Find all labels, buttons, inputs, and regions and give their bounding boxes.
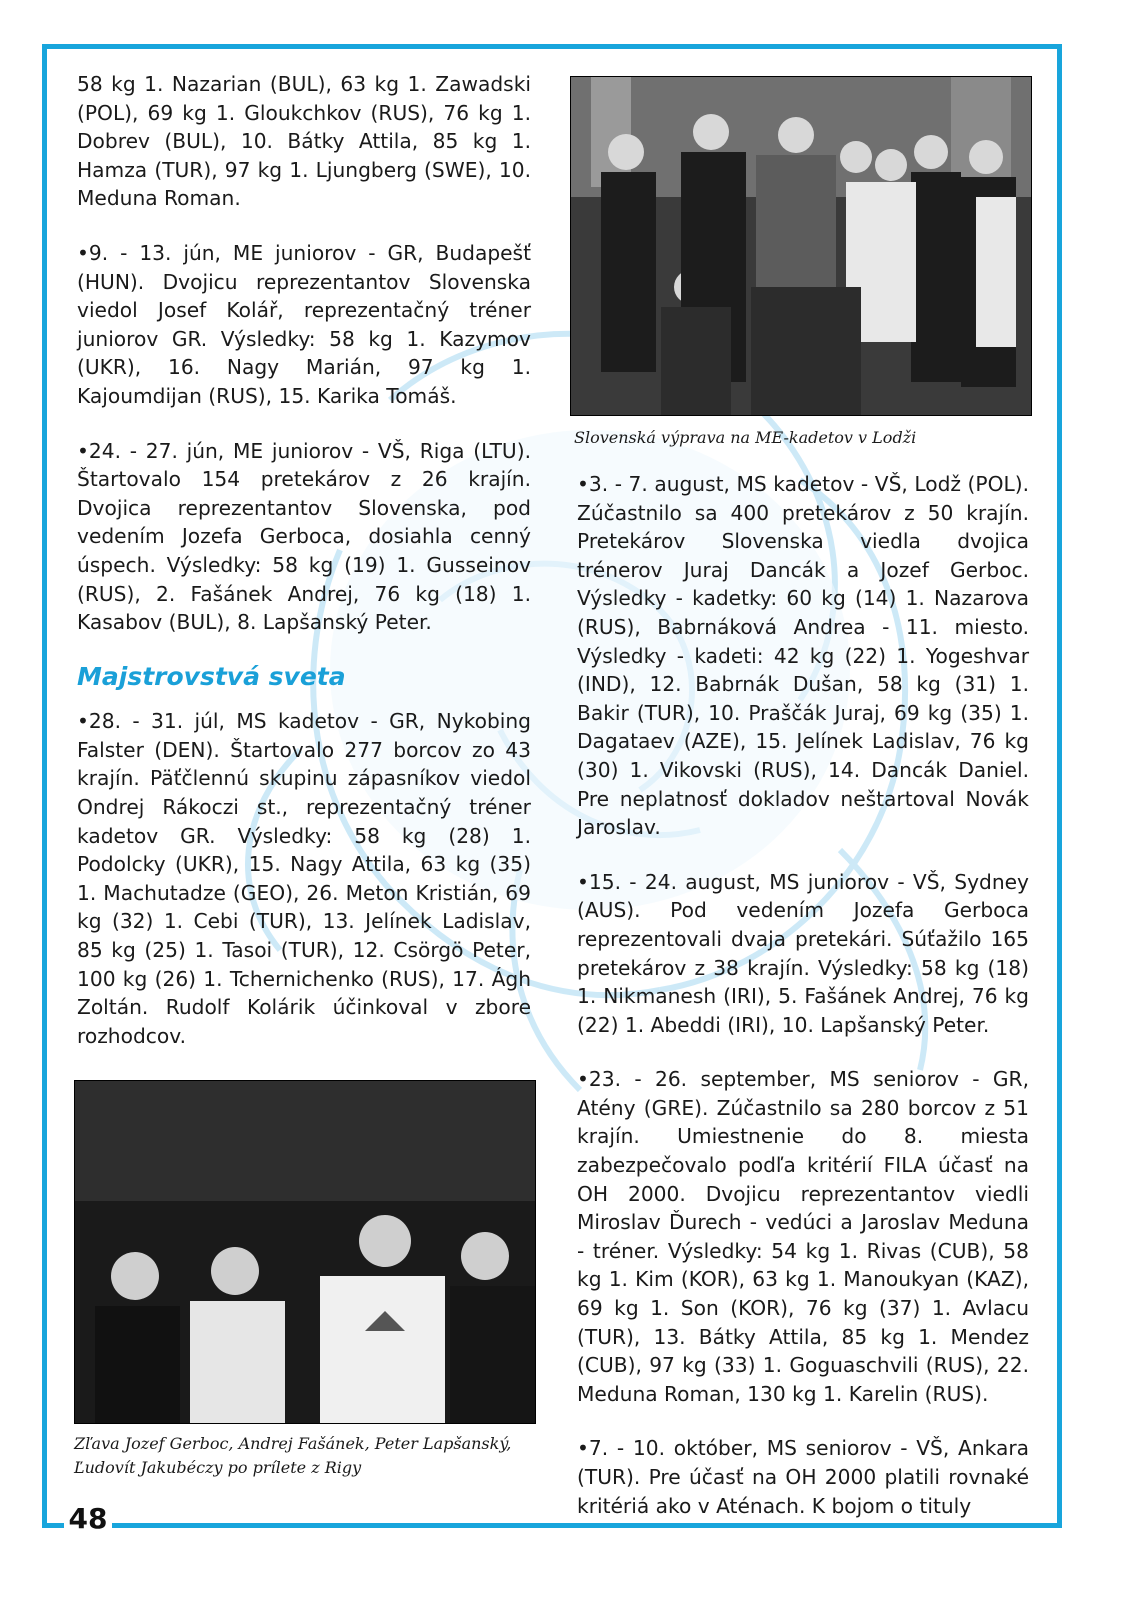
paragraph: •9. - 13. jún, ME juniorov - GR, Budapešť (HUN). Dvojicu reprezentantov Slovenska viedol Josef Kolář, reprezentačný tréner juniorov GR. Výsledky: 58 kg 1. Kazymov (UKR), 16. Nagy Marián, 97 kg 1. Kajoumdijan (RUS), 15. Karika Tomáš.	[77, 240, 531, 408]
paragraph: •23. - 26. september, MS seniorov - GR, Atény (GRE). Zúčastnilo sa 280 borcov z 51 krajín. Umiestnenie do 8. miesta zabezpečovalo podľa kritérií FILA účasť na OH 2000. Dvojicu reprezentantov viedli Miroslav Ďurech - vedúci a Jaroslav Meduna - tréner. Výsledky: 54 kg 1. Rivas (CUB), 58 kg 1. Kim (KOR), 63 kg 1. Manoukyan (KAZ), 69 kg 1. Son (KOR), 76 kg (37) 1. Avlacu (TUR), 13. Bátky Attila, 85 kg 1. Mendez (CUB), 97 kg (33) 1. Goguaschvili (RUS), 22. Meduna Roman, 130 kg 1. Karelin (RUS).	[577, 1067, 1029, 1406]
team-photo-caption: Slovenská výprava na ME-kadetov v Lodži	[574, 428, 917, 447]
left-column	[77, 70, 531, 1076]
paragraph: •28. - 31. júl, MS kadetov - GR, Nykobing Falster (DEN). Štartovalo 277 borcov zo 43 krajín. Päťčlennú skupinu zápasníkov viedol Ondrej Rákoczi st., reprezentačný tréner kadetov GR. Výsledky: 58 kg (28) 1. Podolcky (UKR), 15. Nagy Attila, 63 kg (35) 1. Machutadze (GEO), 26. Meton Kristián, 69 kg (32) 1. Cebi (TUR), 13. Jelínek Ladislav, 85 kg (25) 1. Tasoi (TUR), 12. Csörgö Peter, 100 kg (26) 1. Tchernichenko (RUS), 17. Ágh Zoltán. Rudolf Kolárik účinkoval v zbore rozhodcov.	[77, 709, 531, 1048]
bottom-rule-left	[42, 1523, 64, 1528]
right-column	[577, 470, 1029, 1546]
section-heading: Majstrovstvá sveta	[77, 661, 346, 691]
team-photo	[570, 76, 1032, 416]
paragraph: 58 kg 1. Nazarian (BUL), 63 kg 1. Zawadski (POL), 69 kg 1. Gloukchkov (RUS), 76 kg 1. Dobrev (BUL), 10. Bátky Attila, 85 kg 1. Hamza (TUR), 97 kg 1. Ljungberg (SWE), 10. Meduna Roman.	[77, 72, 531, 211]
paragraph: •3. - 7. august, MS kadetov - VŠ, Lodž (POL). Zúčastnilo sa 400 pretekárov z 50 krajín. Pretekárov Slovenska viedla dvojica trénerov Juraj Dancák a Jozef Gerboc. Výsledky - kadetky: 60 kg (14) 1. Nazarova (RUS), Babrnáková Andrea - 11. miesto. Výsledky - kadeti: 42 kg (22) 1. Yogeshvar (IND), 12. Babrnák Dušan, 58 kg (31) 1. Bakir (TUR), 10. Praščák Juraj, 69 kg (35) 1. Dagataev (AZE), 15. Jelínek Ladislav, 76 kg (30) 1. Vikovski (RUS), 14. Dancák Daniel. Pre neplatnosť dokladov neštartoval Novák Jaroslav.	[577, 472, 1029, 840]
paragraph: •15. - 24. august, MS juniorov - VŠ, Sydney (AUS). Pod vedením Jozefa Gerboca reprezentovali dvaja pretekári. Súťažilo 165 pretekárov z 38 krajín. Výsledky: 58 kg (18) 1. Nikmanesh (IRI), 5. Fašánek Andrej, 76 kg (22) 1. Abeddi (IRI), 10. Lapšanský Peter.	[577, 869, 1029, 1037]
arrival-photo	[74, 1080, 536, 1424]
paragraph: •7. - 10. október, MS seniorov - VŠ, Ankara (TUR). Pre účasť na OH 2000 platili rovnaké kritériá ako v Aténach. K bojom o tituly	[577, 1436, 1029, 1518]
page-number: 48	[65, 1502, 111, 1535]
arrival-photo-caption: Zľava Jozef Gerboc, Andrej Fašánek, Peter Lapšanský, Ľudovít Jakubéczy po prílete z Rigy	[74, 1434, 512, 1477]
paragraph: •24. - 27. jún, ME juniorov - VŠ, Riga (LTU). Štartovalo 154 pretekárov z 26 krajín. Dvojica reprezentantov Slovenska, pod vedením Jozefa Gerboca, dosiahla cenný úspech. Výsledky: 58 kg (19) 1. Gusseinov (RUS), 2. Fašánek Andrej, 76 kg (18) 1. Kasabov (BUL), 8. Lapšanský Peter.	[77, 438, 531, 635]
